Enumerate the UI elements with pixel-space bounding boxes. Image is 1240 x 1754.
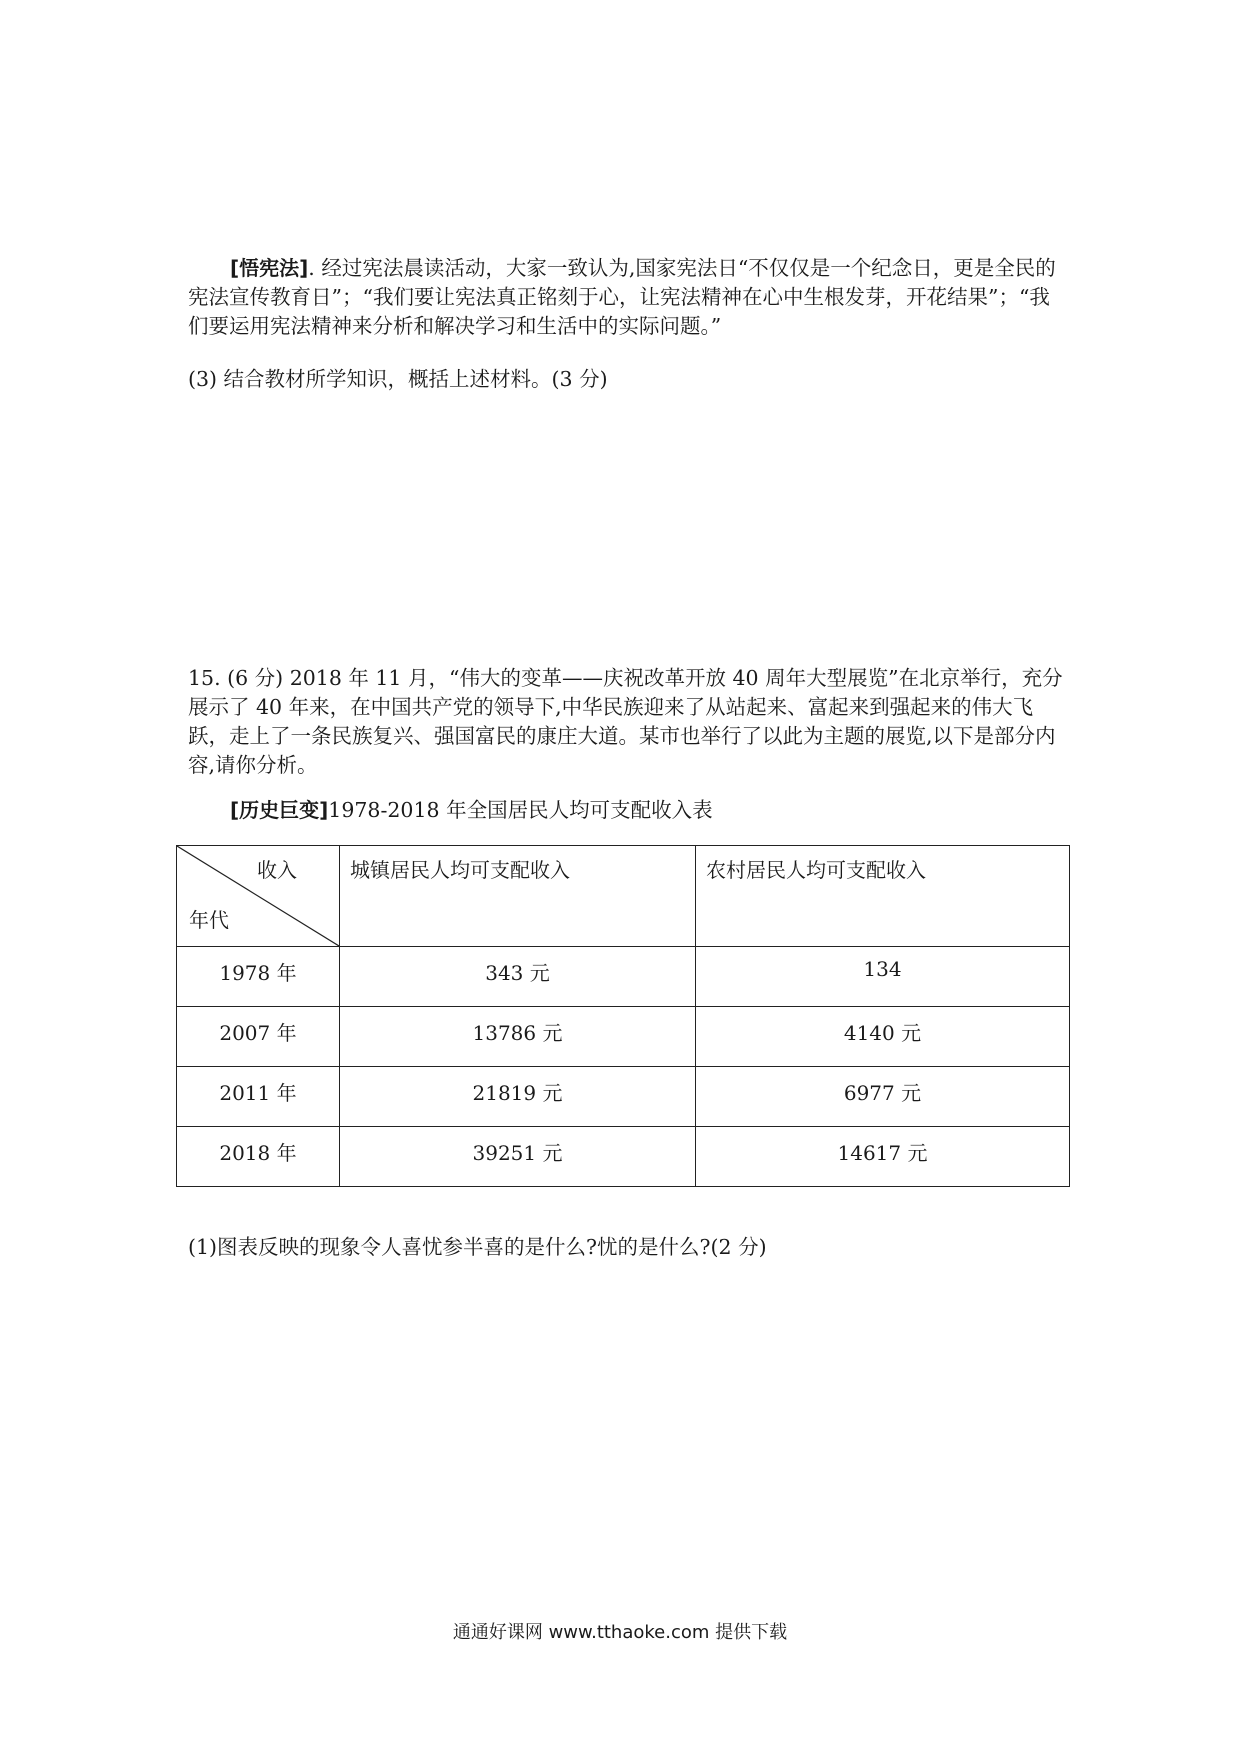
header-rural-income: 农村居民人均可支配收入 [696, 846, 1070, 947]
section-tag-wuxianfa: [悟宪法] [230, 256, 309, 280]
section-tag-lishijubian: [历史巨变] [230, 798, 329, 822]
cell-year: 2011 年 [177, 1067, 340, 1127]
cell-urban: 13786 元 [340, 1007, 696, 1067]
cell-rural: 6977 元 [696, 1067, 1070, 1127]
cell-year: 2007 年 [177, 1007, 340, 1067]
table-row [177, 1067, 1070, 1127]
table-row [177, 947, 1070, 1007]
cell-rural: 4140 元 [696, 1007, 1070, 1067]
cell-year: 1978 年 [177, 947, 340, 1007]
table-corner-cell [177, 846, 340, 947]
table-row [177, 1127, 1070, 1187]
header-urban-income: 城镇居民人均可支配收入 [340, 846, 696, 947]
question-1: (1)图表反映的现象令人喜忧参半喜的是什么?忧的是什么?(2 分) [188, 1235, 767, 1259]
cell-urban: 39251 元 [340, 1127, 696, 1187]
cell-urban: 21819 元 [340, 1067, 696, 1127]
table-caption-text: 1978-2018 年全国居民人均可支配收入表 [328, 798, 713, 822]
cell-urban: 343 元 [340, 947, 696, 1007]
page-footer: 通通好课网 www.tthaoke.com 提供下载 [452, 1622, 788, 1643]
table-caption [188, 796, 1068, 825]
table-header-row [177, 846, 1070, 947]
question-3: (3) 结合教材所学知识，概括上述材料。(3 分) [188, 367, 608, 391]
corner-label-income: 收入 [257, 858, 297, 882]
paragraph-wuxianfa-text: . 经过宪法晨读活动，大家一致认为,国家宪法日“不仅仅是一个纪念日，更是全民的宪法宣传教育日”；“我们要让宪法真正铭刻于心，让宪法精神在心中生根发芽，开花结果”；“我们要运用宪法精神来分析和解决学习和生活中的实际问题。” [188, 256, 1056, 338]
corner-label-year: 年代 [189, 908, 229, 932]
cell-rural: 134 [696, 947, 1070, 1007]
income-table [176, 845, 1070, 1187]
table-row [177, 1007, 1070, 1067]
question-15-intro: 15. (6 分) 2018 年 11 月，“伟大的变革——庆祝改革开放 40 周年大型展览”在北京举行，充分展示了 40 年来，在中国共产党的领导下,中华民族迎来了从站起来、富起来到强起来的伟大飞跃，走上了一条民族复兴、强国富民的康庄大道。某市也举行了以此为主题的展览,以下是部分内容,请你分析。 [188, 666, 1063, 777]
cell-year: 2018 年 [177, 1127, 340, 1187]
paragraph-wuxianfa [188, 254, 1068, 341]
cell-rural: 14617 元 [696, 1127, 1070, 1187]
